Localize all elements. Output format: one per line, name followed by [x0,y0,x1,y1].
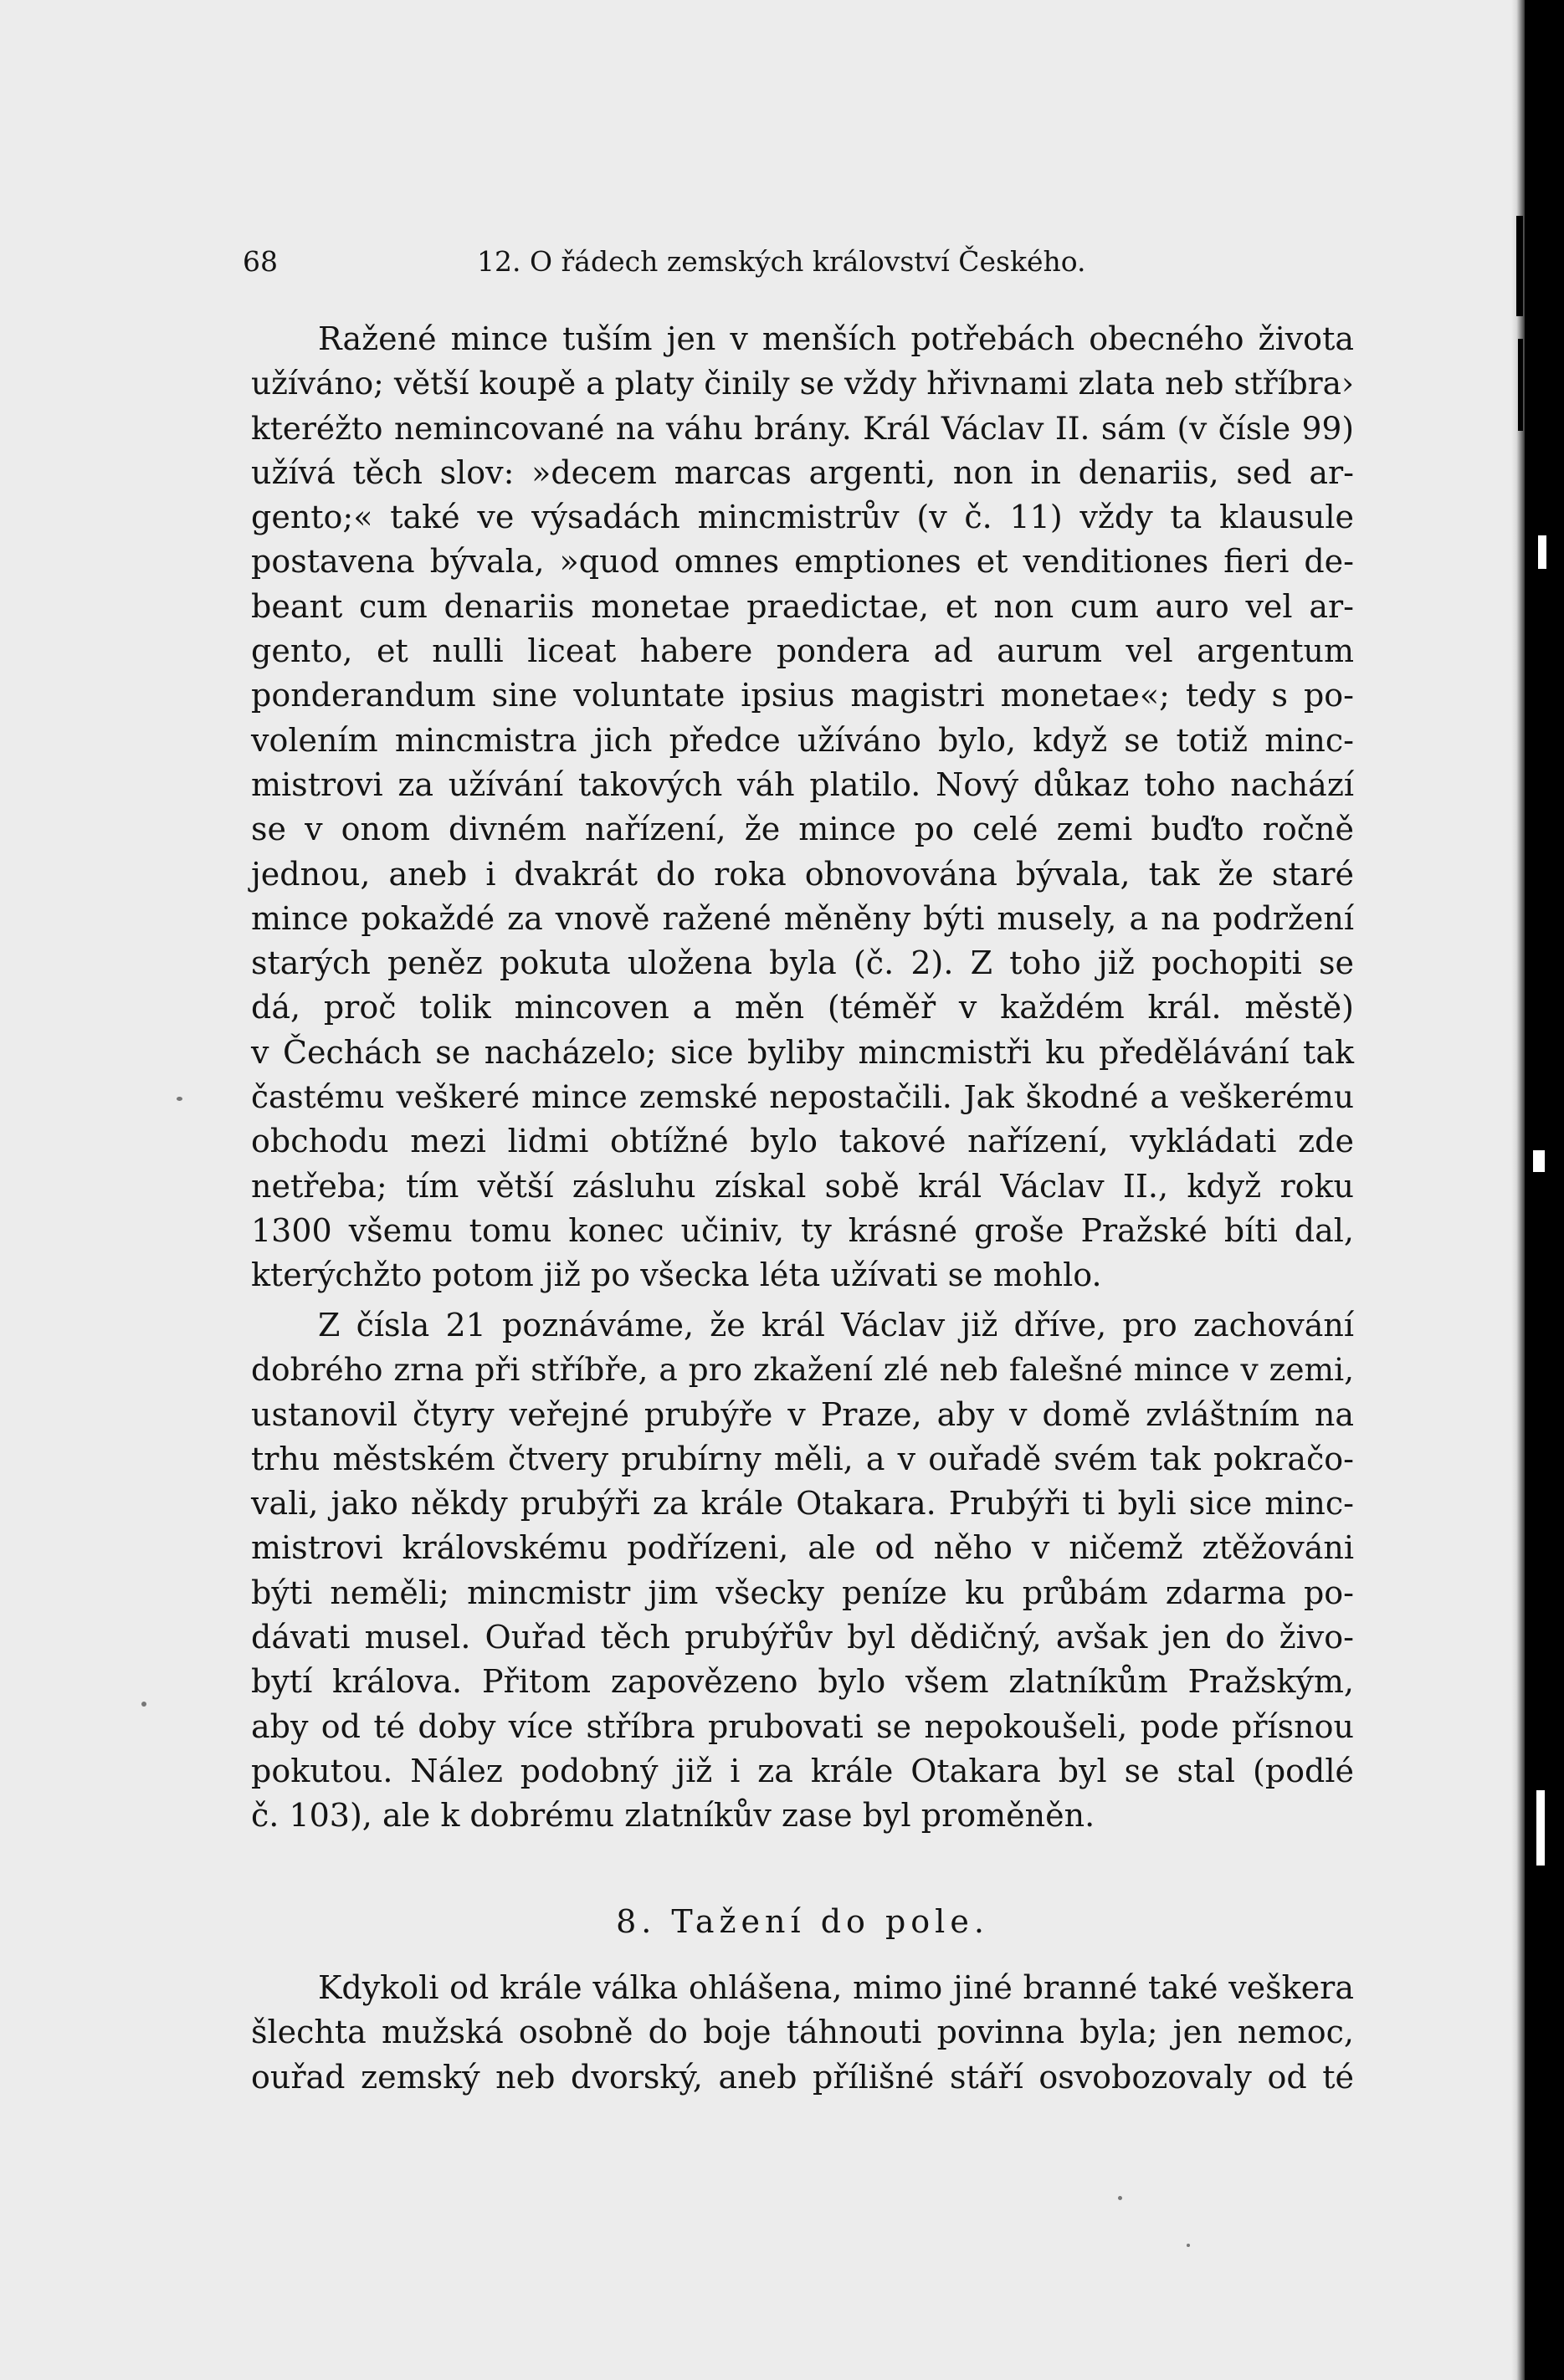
text-line: kterýchžto potom již po všecka léta užívati se mohlo. [251,1257,1102,1294]
text-line: užíváno; větší koupě a platy činily se vždy hřivnami zlata neb stříbra› [251,365,1354,402]
text-line: dávati musel. Ouřad těch prubýřův byl dědičný, avšak jen do živo- [251,1619,1354,1656]
text-line: býti neměli; mincmistr jim všecky peníze ku průbám zdarma po- [251,1574,1354,1611]
text-line: Ražené mince tuším jen v menších potřebách obecného života [318,320,1354,357]
text-line: mistrovi za užívání takových váh platilo. Nový důkaz toho nachází [251,765,1354,803]
text-line: Z čísla 21 poznáváme, že král Václav již dříve, pro zachování [318,1307,1354,1344]
text-line: bytí králova. Přitom zapovězeno bylo všem zlatníkům Pražským, [251,1663,1354,1701]
page-number: 68 [243,245,278,278]
edge-mark [1516,216,1523,316]
text-line: starých peněz pokuta uložena byla (č. 2). Z toho již pochopiti se [251,944,1354,982]
paragraph-1 [251,317,1354,1298]
edge-mark [1518,339,1523,431]
dust-speck [177,1097,182,1101]
text-line: v Čechách se nacházelo; sice byliby mincmistři ku předělávání tak [251,1033,1354,1071]
text-line: 1300 všemu tomu konec učiniv, ty krásné groše Pražské bíti dal, [251,1211,1354,1249]
text-line: ponderandum sine voluntate ipsius magistri monetae«; tedy s po- [251,677,1354,714]
edge-mark [1536,1790,1545,1866]
text-line: jednou, aneb i dvakrát do roka obnovována bývala, tak že staré [251,855,1354,893]
text-line: Kdykoli od krále válka ohlášena, mimo jiné branné také veškera [318,1969,1354,2006]
text-line: mince pokaždé za vnově ražené měněny býti musely, a na podržení [251,899,1354,937]
text-line: vali, jako někdy prubýři za krále Otakara. Prubýři ti byli sice minc- [251,1485,1354,1523]
edge-mark [1538,535,1546,569]
text-line: užívá těch slov: »decem marcas argenti, non in denariis, sed ar- [251,453,1354,491]
text-line: kteréžto nemincované na váhu brány. Král Václav II. sám (v čísle 99) [251,409,1354,447]
text-line: častému veškeré mince zemské nepostačili. Jak škodné a veškerému [251,1078,1354,1116]
dust-speck [141,1702,146,1707]
text-line: č. 103), ale k dobrému zlatníkův zase byl proměněn. [251,1797,1095,1835]
paragraph-3 [251,1966,1354,2100]
text-line: trhu městském čtvery prubírny měli, a v ouřadě svém tak pokračo- [251,1440,1354,1477]
section-heading: 8. Tažení do pole. [616,1903,989,1940]
text-line: gento, et nulli liceat habere pondera ad aurum vel argentum [251,632,1354,670]
text-line: dá, proč tolik mincoven a měn (téměř v každém král. městě) [251,989,1354,1026]
text-line: ustanovil čtyry veřejné prubýře v Praze, aby v domě zvláštním na [251,1395,1354,1433]
text-line: dobrého zrna při stříbře, a pro zkažení zlé neb falešné mince v zemi, [251,1351,1354,1389]
text-line: beant cum denariis monetae praedictae, et non cum auro vel ar- [251,587,1354,625]
dust-speck [1187,2244,1190,2247]
text-line: aby od té doby více stříbra prubovati se nepokoušeli, pode přísnou [251,1707,1354,1745]
text-line: netřeba; tím větší zásluhu získal sobě král Václav II., když roku [251,1167,1354,1205]
text-line: šlechta mužská osobně do boje táhnouti povinna byla; jen nemoc, [251,2014,1354,2051]
text-line: postavena bývala, »quod omnes emptiones et venditiones fieri de- [251,543,1354,581]
dust-speck [1118,2196,1122,2200]
text-line: ouřad zemský neb dvorský, aneb přílišné stáří osvobozovaly od té [251,2058,1354,2096]
text-line: se v onom divném nařízení, že mince po celé zemi buďto ročně [251,811,1354,848]
edge-mark [1533,1150,1545,1172]
text-line: pokutou. Nález podobný již i za krále Otakara byl se stal (podlé [251,1752,1354,1789]
paragraph-2 [251,1303,1354,1839]
text-line: mistrovi královskému podřízeni, ale od něho v ničemž ztěžováni [251,1529,1354,1567]
page-header [243,243,1356,281]
scan-border [1525,0,1564,2380]
running-head: 12. O řádech zemských království Českého. [477,245,1086,278]
text-line: gento;« také ve výsadách mincmistrův (v č. 11) vždy ta klausule [251,499,1354,536]
text-line: volením mincmistra jich předce užíváno bylo, když se totiž minc- [251,721,1354,759]
text-line: obchodu mezi lidmi obtížné bylo takové nařízení, vykládati zde [251,1123,1354,1160]
